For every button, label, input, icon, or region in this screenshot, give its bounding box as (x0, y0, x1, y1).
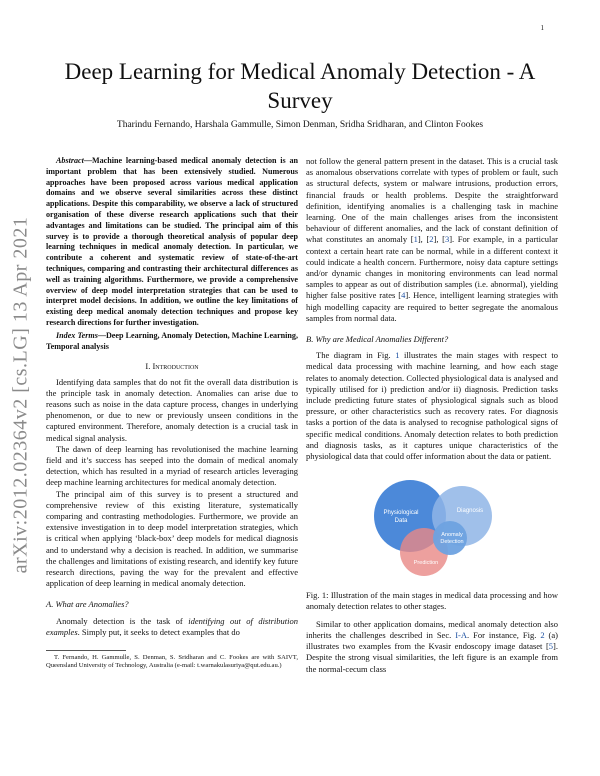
text-span: ], [ (433, 234, 445, 245)
intro-paragraph-3: The principal aim of this survey is to present a structured and comprehensive review of this existing literature, systematically comparing and contrasting methodologies. Furthermore, we provide an extensive investigation in to deep model interpretation strategies, which is critical when applying ‘black-box’ deep models for medical diagnosis and to understand why a decision is reached. In addition, we summarise the challenges and limitations of existing research, and identify key future research directions, paving the way for the prevalent and effective application of deep learning in medical anomaly detection. (46, 488, 298, 589)
text-span: Similar to other application domains, medical anomaly detection also inherits the challenges described in Sec. (306, 618, 558, 640)
anomalies-paragraph-start (46, 616, 298, 638)
page-number: 1 (540, 24, 544, 32)
arxiv-id: arXiv:2012.02364v2 [cs.LG] 13 Apr 2021 (9, 216, 32, 574)
tail-paragraph (306, 619, 558, 675)
anomaly-detection-circle (433, 521, 467, 555)
text-span: . For instance, Fig. (467, 629, 541, 640)
text-span: (a) illustrates two examples from the Kvasir endoscopy image dataset [ (306, 629, 558, 652)
anomalies-paragraph-continued (306, 156, 558, 324)
citation-link[interactable]: 2 (429, 234, 434, 245)
text-span: ], [ (417, 234, 430, 245)
left-column (46, 156, 298, 671)
section-heading-introduction: I. Introduction (145, 361, 199, 372)
arxiv-watermark (6, 210, 36, 580)
venn-diagram (366, 472, 506, 580)
intro-paragraph-1: Identifying data samples that do not fit the overall data distribution is the principle task in anomaly detection. Anomalies can arise due to reasons such as noise in the data capture process, changes in underlying phenomenon, or due to new or previously unseen conditions in the captured environment. Therefore, anomaly detection is a crucial task in medical signal analysis. (46, 376, 298, 443)
diagnosis-label: Diagnosis (456, 508, 484, 515)
figure-link[interactable]: 2 (540, 629, 545, 640)
text-span: Anomaly detection is the task of (56, 615, 189, 626)
text-span: . Simply put, it seeks to detect examples that do (77, 626, 240, 637)
prediction-label: Prediction (413, 560, 439, 567)
intro-paragraph-2: The dawn of deep learning has revolutionised the machine learning field and it’s success has seeped into the domain of medical anomaly detection, which has resulted in a myriad of research articles leveraging deep machine learning architectures for medical anomaly detection. (46, 443, 298, 488)
medical-anomalies-paragraph (306, 350, 558, 462)
figure-link[interactable]: 1 (395, 350, 400, 361)
paper-title: Deep Learning for Medical Anomaly Detection - A Survey (64, 59, 536, 113)
subsection-heading-anomalies: A. What are Anomalies? (46, 599, 129, 610)
citation-link[interactable]: 3 (444, 234, 450, 245)
physiological-data-label: Physiological Data (383, 510, 419, 525)
anomaly-detection-label: Anomaly Detection (440, 532, 464, 546)
text-span: The diagram in Fig. (316, 350, 396, 361)
index-terms-text: —Deep Learning, Anomaly Detection, Machine Learning, Temporal analysis (46, 330, 298, 351)
index-terms (46, 331, 298, 353)
figure-1-caption: Fig. 1: Illustration of the main stages in medical data processing and how anomaly detection relates to other stages. (306, 590, 558, 612)
text-span: ]. Hence, intelligent learning strategies with high modelling capacity are required to better segregate the anomalous samples from normal data. (306, 290, 558, 323)
figure-1 (306, 472, 558, 582)
subsection-heading-medical-anomalies: B. Why are Medical Anomalies Different? (306, 334, 449, 345)
text-span: ]. Despite the strong visual similarities, the left figure is an example from the normal-cecum class (306, 641, 558, 674)
right-column (306, 156, 558, 675)
footnote-divider (46, 650, 126, 651)
citation-link[interactable]: 4 (401, 290, 406, 301)
text-span: illustrates the main stages with respect to medical data processing with machine learning, and how each stage relates to anomaly detection. Collected physiological data is analysed and typically utilised for i) prediction and/or ii) diagnosis. Prediction tasks include predicting future states of physiological signals such as blood pressure, or other characteristics such as recovery rates. For diagnosis tasks a portion of the data is analysed to recognise pathological signs of specific medical conditions. Anomaly detection relates to both prediction and diagnosis tasks, as it captures unique characteristics of the physiological data that could offer information about the data or patient. (306, 350, 559, 462)
text-span: not follow the general pattern present in the dataset. This is a crucial task as anomalous observations correlate with types of problem or fault, such as structural defects, system or malware intrusions, production errors, financial frauds or health problems. Despite the straightforward definition, identifying anomalies is a challenging task in machine learning. One of the main challenges arises from the inconsistent behaviour of different anomalies, and the lack of constant definition of what constitutes an anomaly [ (306, 156, 558, 245)
abstract-text: —Machine learning-based medical anomaly detection is an important problem that has been extensively studied. Numerous approaches have been proposed across various medical application domains and we observe several similarities across these distinct applications. Despite this comparability, we observe a lack of structured organisation of these diverse research applications such that their advantages and limitations can be studied. The principal aim of this survey is to provide a thorough theoretical analysis of popular deep learning techniques in medical anomaly detection. In particular, we contribute a coherent and systematic review of state-of-the-art techniques, comparing and contrasting their architectural differences as well as training algorithms. Furthermore, we provide a comprehensive overview of deep model interpretation strategies that can be used to interpret model decisions. In addition, we outline the key limitations of existing deep medical anomaly detection techniques and propose key research directions for further investigation. (46, 156, 298, 327)
abstract-label: Abstract (56, 156, 84, 165)
citation-link[interactable]: 5 (548, 641, 554, 652)
emphasis-span: identifying out of distribution examples (46, 615, 298, 637)
author-list: Tharindu Fernando, Harshala Gammulle, Simon Denman, Sridha Sridharan, and Clinton Fookes (116, 120, 484, 130)
footnote: T. Fernando, H. Gammulle, S. Denman, S. Sridharan and C. Fookes are with SAIVT, Queensland University of Technology, Australia (e-mail: t.warnakulasuriya@qut.edu.au.) (46, 654, 298, 670)
abstract (46, 156, 298, 329)
index-terms-label: Index Terms (56, 330, 98, 340)
text-span: ]. For example, in a particular context a certain heart rate can be normal, while in a different context it could indicate a health concern. Furthermore, noisy data capture settings and/or dynamic changes in monitoring environments can lead normal samples to appear as out of distribution samples (i.e. abnormal), yielding higher false positive rates [ (306, 234, 558, 301)
citation-link[interactable]: 1 (413, 234, 418, 245)
section-link[interactable]: I-A (455, 629, 468, 640)
